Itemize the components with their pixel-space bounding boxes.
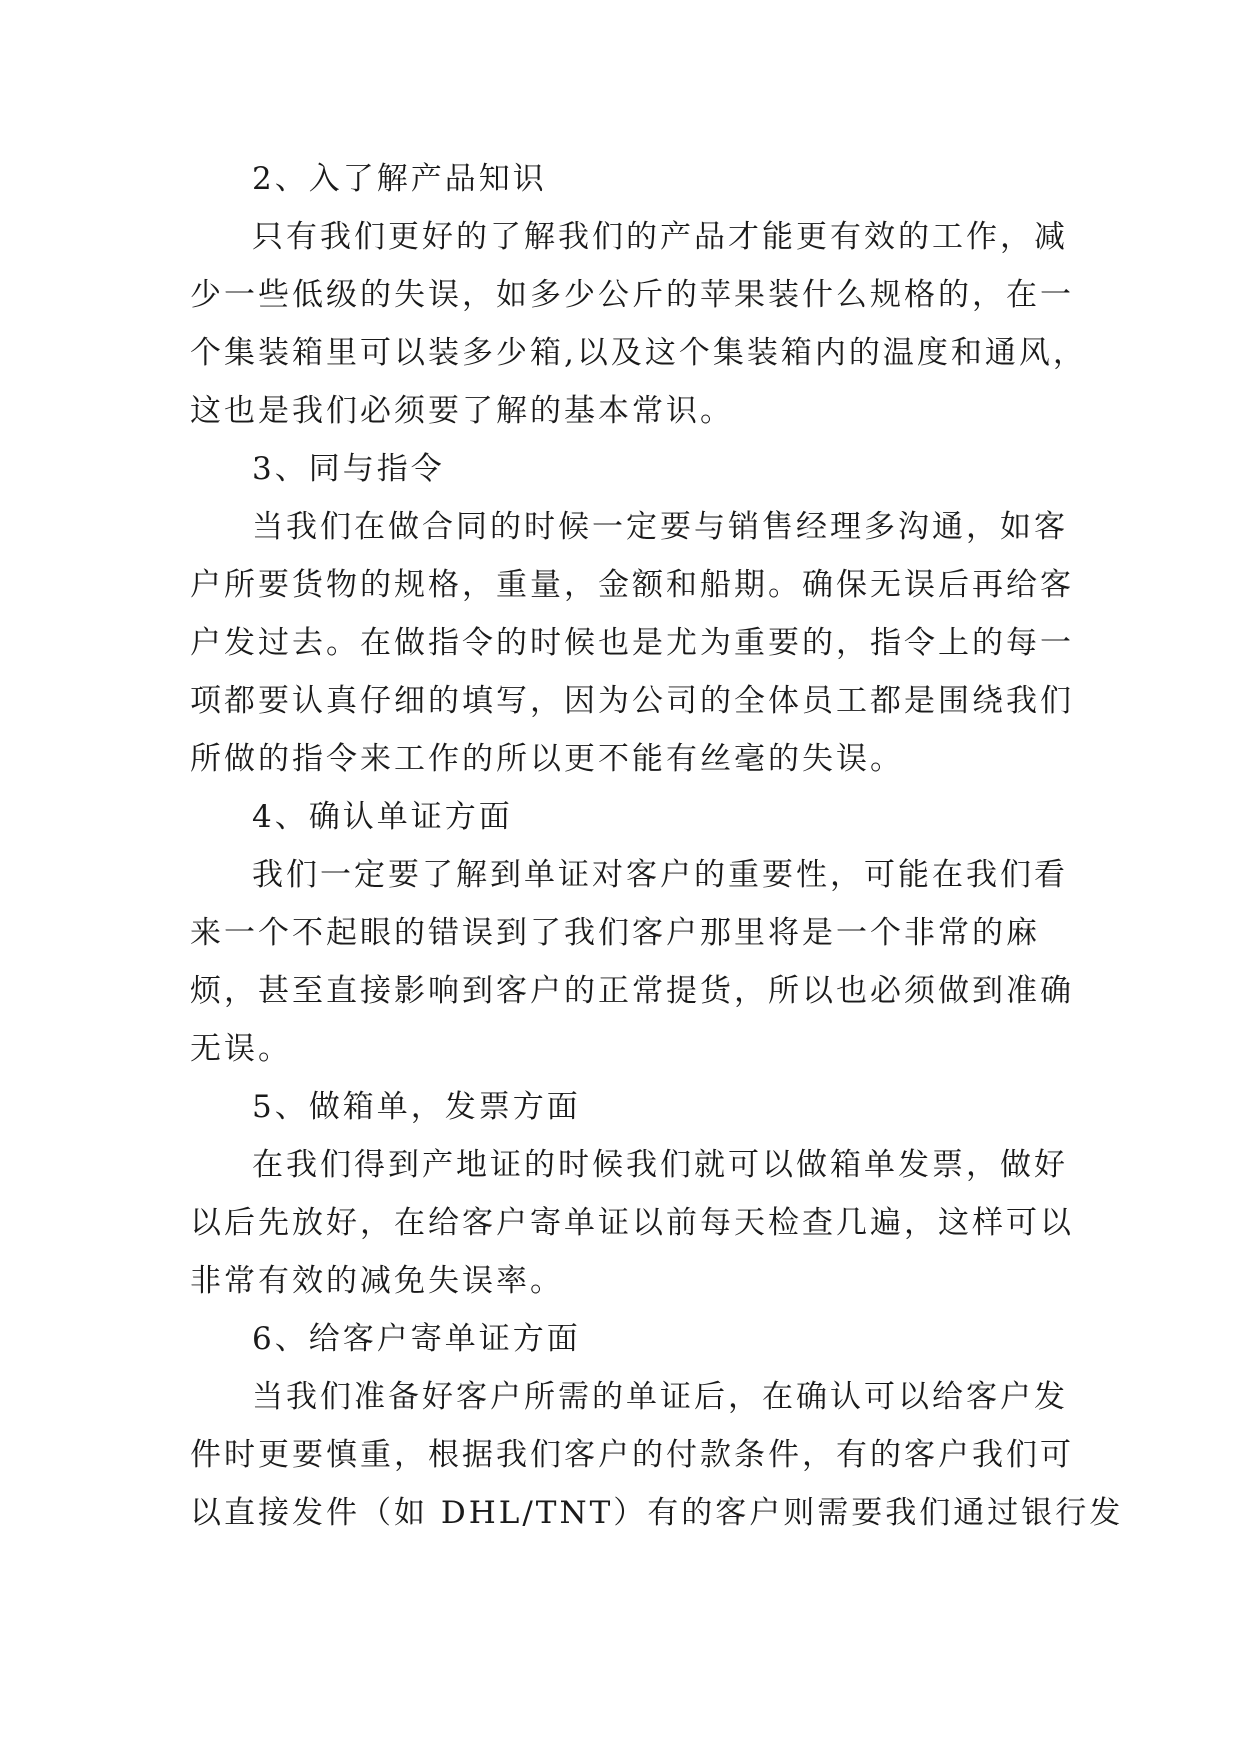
paragraph-line: 个集装箱里可以装多少箱,以及这个集装箱内的温度和通风，	[190, 335, 1087, 371]
paragraph-line: 件时更要慎重，根据我们客户的付款条件，有的客户我们可	[190, 1437, 1074, 1473]
paragraph-line: 只有我们更好的了解我们的产品才能更有效的工作，减	[252, 219, 1068, 255]
paragraph-line: 我们一定要了解到单证对客户的重要性，可能在我们看	[252, 857, 1068, 893]
paragraph-line: 项都要认真仔细的填写，因为公司的全体员工都是围绕我们	[190, 683, 1074, 719]
paragraph-line: 户所要货物的规格，重量，金额和船期。确保无误后再给客	[190, 567, 1074, 603]
paragraph-line: 烦，甚至直接影响到客户的正常提货，所以也必须做到准确	[190, 973, 1074, 1009]
paragraph-line: 在我们得到产地证的时候我们就可以做箱单发票，做好	[252, 1147, 1068, 1183]
paragraph-line: 这也是我们必须要了解的基本常识。	[190, 393, 734, 429]
section-heading: 2、入了解产品知识	[252, 161, 547, 197]
paragraph-line: 来一个不起眼的错误到了我们客户那里将是一个非常的麻	[190, 915, 1040, 951]
document-body	[190, 150, 1124, 1542]
section-heading: 6、给客户寄单证方面	[252, 1321, 581, 1357]
paragraph-line: 当我们准备好客户所需的单证后，在确认可以给客户发	[252, 1379, 1068, 1415]
section-heading: 5、做箱单，发票方面	[252, 1089, 581, 1125]
paragraph-line: 以直接发件（如 DHL/TNT）有的客户则需要我们通过银行发	[190, 1495, 1124, 1531]
paragraph-line: 当我们在做合同的时候一定要与销售经理多沟通，如客	[252, 509, 1068, 545]
paragraph-line: 少一些低级的失误，如多少公斤的苹果装什么规格的，在一	[190, 277, 1074, 313]
paragraph-line: 非常有效的减免失误率。	[190, 1263, 564, 1299]
paragraph-line: 户发过去。在做指令的时候也是尤为重要的，指令上的每一	[190, 625, 1074, 661]
paragraph-line: 所做的指令来工作的所以更不能有丝毫的失误。	[190, 741, 904, 777]
section-heading: 3、同与指令	[252, 451, 445, 487]
paragraph-line: 无误。	[190, 1031, 292, 1067]
section-heading: 4、确认单证方面	[252, 799, 513, 835]
paragraph-line: 以后先放好，在给客户寄单证以前每天检查几遍，这样可以	[190, 1205, 1074, 1241]
